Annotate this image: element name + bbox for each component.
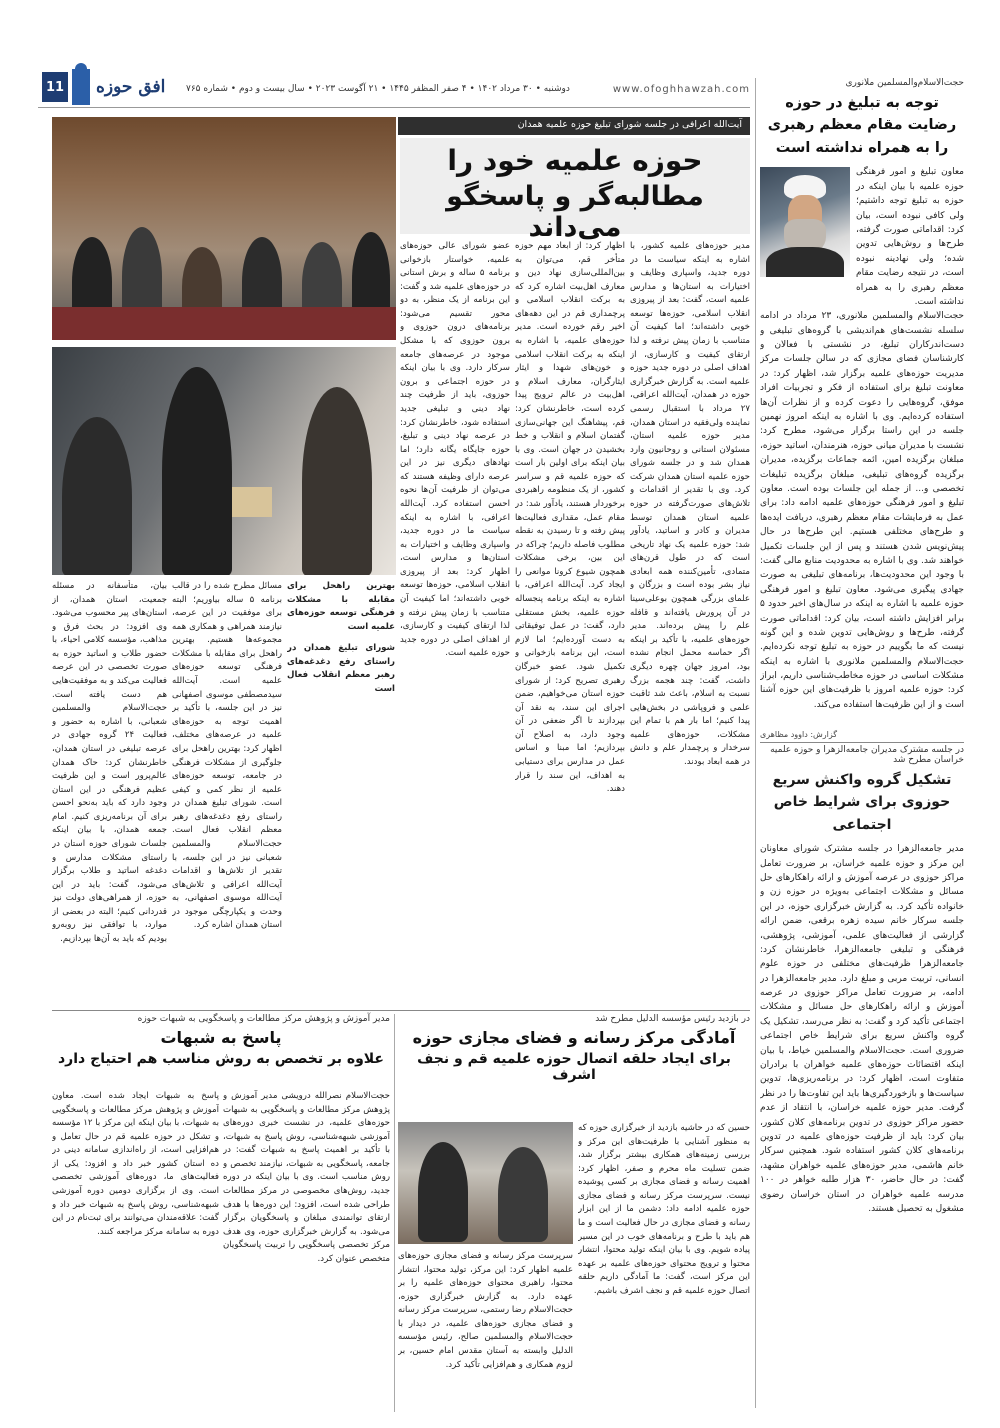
divider-right — [760, 742, 964, 743]
masthead-logo[interactable] — [38, 68, 178, 106]
meeting-hall-photo — [52, 117, 396, 340]
subhead-2: شورای تبلیغ همدان در راستای رفع دغدغه‌های رهبر معظم انقلاب فعال است — [287, 643, 395, 695]
person-figure — [418, 1142, 468, 1242]
portrait-photo — [760, 167, 850, 277]
subhead-1: بهترین راهحل برای مقابله با مشکلات فرهنگی توسعه حوزه‌های علمیه است — [287, 581, 395, 632]
visit-photo — [398, 1122, 573, 1244]
right-story-2-kicker: در جلسه مشترک مدیران جامعه‌الزهرا و حوزه علمیه خراسان مطرح شد — [770, 745, 964, 765]
right-story — [760, 78, 964, 728]
person-figure — [498, 1147, 548, 1242]
person-figure — [162, 367, 232, 575]
main-story-col4: بیان، متأسفانه در مسئله جمعیت، استان همدان، از استان‌های پیر محسوب می‌شود. وی افزود: در بحث فرق و مذاهب، مؤسسه کلامی احیاء، با حضور طلاب و اساتید حوزه به صورت تخصصی در این عرصه فعالیت می‌کند و به موفقیت‌هایی هم دست یافته است. حجت‌الاسلام والمسلمین شعبانی، با اشاره به حضور و فعالیت ۲۴ گروه جهادی در عرصه تبلیغی در استان همدان، خاطرنشان کرد: حاک همدان عالم‌پرور است و این ظرفیت عظیم فرهنگی در این استان وجود دارد که باید به‌نحو احسن برای آن برنامه‌ریزی کنیم. امام جمعه همدان، با بیان اینکه جلسات شورای حوزه استان در راستای مشکلات مدارس و دغدغه اساتید و طلاب برگزار می‌شود، گفت: باید در این حوزه، از همراهی‌های دولت نیز قدردانی کنیم؛ البته در بعضی از موارد، با توافقی نیز روبه‌رو بودیم که باید به آن‌ها بپردازیم. — [52, 581, 167, 945]
bottom-center-headline-2: برای ایجاد حلقه اتصال حوزه علمیه قم و نجف اشرف — [417, 1051, 731, 1083]
column-divider — [755, 78, 756, 1408]
right-story-2 — [760, 745, 964, 1395]
right-story-lead: معاون تبلیغ و امور فرهنگی حوزه علمیه با بیان اینکه در حوزه به تبلیغ توجه داشتیم؛ ولی کافی نبوده است، بیان کرد: اقداماتی صورت گرفته، طرح‌ها و روش‌هایی تدوین شده؛ ولی نهادینه نبوده است، در نتیجه رضایت مقام معظم رهبری را به همراه نداشته است. — [856, 167, 964, 307]
bottom-left-headline-2: علاوه بر تخصص به روش مناسب هم احتیاج دارد — [58, 1051, 384, 1067]
main-story-banner: آیت‌الله اعرافی در جلسه شورای تبلیغ حوزه علمیه همدان — [398, 117, 750, 135]
main-story-col3: عضو شورای عالی حوزه‌های علمیه، خواستار بازخوانی برنامه ۵ ساله و برش استانی در حوزه‌های علمیه شد و گفت: این برنامه از یک منظر، به دو محور تقسیم می‌شود: برنامه‌های درون حوزوی و برون حوزوی که با مشکل موجود در عرصه‌های جامعه سرکار دارد. وی با بیان اینکه در حوزه اجتماعی و برون حوزوی، باید از ظرفیت چند نهاد دینی و تبلیغی جدید استفاده شود، خاطرنشان کرد: در عرصه نهاد دینی و تبلیغ، حوزه جایگاه یگانه دارد؛ اما نهادهای دیگری نیز در این عرصه دارای وظیفه هستند که می‌توان از ظرفیت آن‌ها نحوه احسن استفاده کرد. آیت‌الله اعرافی، با اشاره به اینکه سیاست ما در دوره جدید، واسپاری وظایف و اختیارات به استان‌ها و مدارس است، اظهار کرد: بعد از پیروزی انقلاب اسلامی، حوزه‌ها توسعه خوبی داشته‌اند؛ اما کیفیت آن متناسب با زمان پیش نرفته و لذا ارتقای کیفیت و کارسازی، از اهداف اصلی در دوره جدید حوزه علمیه است. — [400, 241, 510, 659]
right-story-credit: گزارش: داوود مظاهری — [760, 730, 838, 739]
page-number: 11 — [42, 72, 68, 102]
right-story-2-headline: تشکیل گروه واکنش سریع حوزوی برای شرایط خاص اجتماعی — [772, 772, 952, 833]
bottom-center-kicker: در بازدید رئیس مؤسسه الدلیل مطرح شد — [595, 1014, 750, 1024]
person-figure — [62, 417, 132, 575]
main-story-subheads — [287, 580, 395, 1000]
award-ceremony-photo — [52, 347, 396, 575]
main-story-col2: اظهار کرد: از ابعاد مهم حوزه متأخر قم، می‌توان به بین‌المللی‌سازی نهاد دین و معارف اهل‌بیت اشاره کرد که به برکت انقلاب اسلامی و پرچمداری قم در این دهه‌های اخیر رقم خورده است. مدیر حوزه‌های علمیه، با اشاره به اینکه به برکت انقلاب اسلامی و خون‌های شهدا و ایثار ایثارگران، معارف اسلام و اهل‌بیت در عالم ترویج پیدا کرده است، خاطرنشان کرد: قم، پیشاهنگ این جهانی‌سازی گفتمان اسلام و انقلاب و خط بخشیدن در جهان است. وی با بیان اینکه برای اولین بار است که حوزه علمیه قم و سراسر کشور، از یک منظومه راهبردی برخوردار هستند، یادآور شد: در مقام عمل، مقداری فعالیت‌ها پیش رفته و تا رسیدن به نقطه مطلوب فاصله داریم؛ چراکه در این بین، برخی مشکلات همچون شیوع کرونا موانعی را ایجاد کرد. آیت‌الله اعرافی، با اشاره به اینکه برنامه پنجساله حوزه علمیه، بخش مستقلی دارد، گفت: در عمل توفیقاتی به دست آورده‌ایم؛ اما لازم است، این برنامه بازخوانی و تکمیل شود. عضو خبرگان رهبری تصریح کرد: از شورای حوزه استان می‌خواهیم، ضمن اجرای این سند، به نقد آن بپردازند تا اگر ضعفی در آن وجود دارد، به اصلاح آن بپردازیم؛ اما مبنا و اساس عمل در مدارس برای دستیابی به اهداف، این سند را قرار دهند. — [515, 241, 625, 795]
divider-bottom — [52, 1010, 750, 1011]
robe-shape — [766, 247, 844, 277]
right-story-kicker: حجت‌الاسلام‌والمسلمین ملانوری — [845, 78, 964, 88]
logo-name: افق حوزه — [96, 77, 166, 97]
bottom-left-col2: پاسخ به شبهات ایجاد شده است. معاون آموزش و پژوهش مرکز مطالعات و پاسخگویی به شبهات، با بیان اینکه این مرکز با ۱۲ مؤسسه و تشکل در حوزه علمیه قم در حال تعامل و هم‌افزایی است، از راه‌اندازی سامانه دینی در ده استان کشور خبر داد و افزود: یکی از فعالیت‌های ما، دوره‌های آموزشی تخصصی است. وی از برگزاری دومین دوره آموزشی شبهه‌شناسی، روش پاسخ به شبهات خبر داد و گفت: علاقه‌مندان می‌توانند برای ثبت‌نام در این دوره به سامانه مرکز مراجعه کنند. — [52, 1091, 219, 1237]
bottom-center-col1: حسین که در حاشیه بازدید از خبرگزاری حوزه که به منظور آشنایی با ظرفیت‌های این مرکز و بررسی زمینه‌های همکاری بیشتر برگزار شد، ضمن تسلیت ماه محرم و صفر، اظهار کرد: اهمیت رسانه و فضای مجازی بر کسی پوشیده نیست. سرپرست مرکز رسانه و فضای مجازی حوزه علمیه ادامه داد: دشمن ما از این ابزار رسانه و فضای مجازی در حال فعالیت است و ما هم باید با طرح و برنامه‌های خوب در این مسیر پیاده شویم. وی با بیان اینکه تولید محتوا، انتشار محتوا و ترویج محتوای حوزه‌های علمیه بر عهده این مرکز است، گفت: ما آمادگی داریم حلقه اتصال حوزه علمیه قم و نجف اشرف باشیم. — [578, 1123, 750, 1296]
main-headline-line1: حوزه علمیه خود را — [447, 144, 703, 177]
website-link[interactable]: www.ofoghhawzah.com — [612, 84, 750, 95]
main-headline-box — [400, 138, 750, 243]
main-story-col5-wrap — [172, 580, 282, 1000]
person-figure — [302, 387, 372, 575]
carpet-shape — [52, 307, 396, 340]
plaque-shape — [232, 487, 272, 517]
bottom-left-story — [52, 1014, 390, 1067]
main-story-col1: مدیر حوزه‌های علمیه کشور، با اشاره به اینکه سیاست ما در دوره جدید، واسپاری وظایف و اختیارات به استان‌ها و مدارس علمیه است، گفت: بعد از پیروزی انقلاب اسلامی، حوزه‌ها توسعه خوبی داشته‌اند؛ اما کیفیت آن متناسب با زمان پیش نرفته و لذا ارتقای کیفیت و کارسازی، از اهداف اصلی در دوره جدید حوزه علمیه است. به گزارش خبرگزاری حوزه در همدان، آیت‌الله اعرافی، ۲۷ مرداد با استقبال رسمی نماینده ولی‌فقیه در استان همدان، مدیر حوزه علمیه استان، مسئولان استانی و روحانیون وارد همدان شد و در جلسه شورای حوزه علمیه استان همدان شرکت کرد. وی با تقدیر از اقدامات و تلاش‌های صورت‌گرفته در حوزه علمیه استان همدان توسط مدیران و کادر و اساتید، یادآور شد: حوزه علمیه یک نهاد تاریخی است که در طول قرن‌های متمادی، تأمین‌کننده همه ابعادی نیاز بشر بوده است و بزرگان و علمای بزرگی همچون بوعلی‌سینا در آن پرورش یافته‌اند و قافله علم را پیش برده‌اند. مدیر حوزه‌های علمیه، با تأکید بر اینکه اگر حماسه محمل انجام نشده بود، امروز جهان چهره دیگری داشت، گفت: چند هجمه بزرگ نسبت به اسلام، باعث شد ثاقبت علمی و فروپاشی در بخش‌هایی پیدا کنیم؛ اما بار هم با تمام این مشکلات، حوزه‌های علمیه سرخدار و پرچمدار علم و دانش در همه ابعاد بودند. — [630, 241, 750, 767]
date-line: دوشنبه • ۳۰ مرداد ۱۴۰۲ • ۴ صفر المظفر ۱۴۴۵ • ۲۱ آگوست ۲۰۲۳ • سال بیست و دوم • شماره ۷۶۵ — [186, 84, 570, 94]
bottom-left-kicker: مدیر آموزش و پژوهش مرکز مطالعات و پاسخگویی به شبهات حوزه — [137, 1014, 390, 1024]
bottom-center-headline-1: آمادگی مرکز رسانه و فضای مجازی حوزه — [412, 1028, 736, 1047]
bottom-center-col2: سرپرست مرکز رسانه و فضای مجازی حوزه‌های علمیه اظهار کرد: این مرکز، تولید محتوا، انتشار محتوا، راهبری محتوای حوزه‌های علمیه را بر عهده دارد. به گزارش خبرگزاری حوزه، حجت‌الاسلام رضا رستمی، سرپرست مرکز رسانه و فضای مجازی حوزه‌های علمیه، در دیدار با حجت‌الاسلام والمسلمین صالح، رئیس مؤسسه الدلیل وابسته به آستان مقدس امام حسین، بر لزوم همکاری و هم‌افزایی تأکید کرد. — [398, 1251, 573, 1370]
right-story-2-body: مدیر جامعه‌الزهرا در جلسه مشترک شورای معاونان این مرکز و حوزه علمیه خراسان، بر ضرورت تعامل مراکز حوزوی در عرصه آموزش و ارائه راهکارهای حل مسائل و مشکلات اجتماعی به‌ویژه در حوزه زن و خانواده تأکید کرد. به گزارش خبرگزاری حوزه، در این جلسه سرکار خانم سیده زهره برقعی، ضمن ارائه گزارشی از فعالیت‌های علمی، آموزشی، پژوهشی، فرهنگی و تبلیغی جامعه‌الزهرا، خاطرنشان کرد: جامعه‌الزهرا ظرفیت‌های مختلفی در حوزه علوم انسانی، تربیت مربی و مبلغ دارد. مدیر جامعه‌الزهرا در ادامه، بر ضرورت تعامل مراکز حوزوی در عرصه آموزش و ارائه راهکارهای حل مسائل و مشکلات اجتماعی تأکید کرد و گفت: به نظر می‌رسد، تشکیل یک گروه واکنش سریع برای شرایط خاص اجتماعی ضروری است. حجت‌الاسلام والمسلمین خیاط، با بیان اینکه اقتضائات حوزه‌های علمیه خواهران با برادران متفاوت است، اظهار کرد: در برنامه‌ریزی‌ها، تدوین سیاست‌ها و بازخوردگیری‌ها باید این تفاوت‌ها را در نظر گرفت. مدیر حوزه علمیه خراسان، با انتقاد از عدم حضور مراکز حوزوی در تدوین برنامه‌های کلان کشور، بیان کرد: باید از ظرفیت حوزه‌های علمیه در تدوین برنامه‌های کلان کشور استفاده شود. همچنین سرکار خانم هاشمی، مدیر حوزه‌های علمیه خواهران مشهد، گفت: در حال حاضر، ۳۰ هزار طلبه خواهر در ۱۰۰ مدرسه علمیه خواهران در استان خراسان رضوی مشغول به تحصیل هستند. — [760, 844, 964, 1214]
right-story-headline: توجه به تبلیغ در حوزه رضایت مقام معظم رهبری را به همراه نداشته است — [767, 95, 957, 156]
main-story-col5: مسائل مطرح شده را در قالب برنامه ۵ ساله بیاوریم؛ البته برای موفقیت در این عرصه، نیازمند همراهی و همکاری همه مجموعه‌ها هستیم. بهترین راهحل برای مقابله با مشکلات فرهنگی توسعه حوزه‌های علمیه است. آیت‌الله سیدمصطفی موسوی اصفهانی نیز در این جلسه، با تأکید بر اهمیت توجه به حوزه‌های علمیه در عرصه‌های مختلف، اظهار کرد: بهترین راهحل برای جلوگیری از مشکلات فرهنگی در جامعه، توسعه حوزه‌های علمیه از نظر کمی و کیفی است. شورای تبلیغ همدان در راستای رفع دغدغه‌های رهبر معظم انقلاب فعال است. حجت‌الاسلام والمسلمین شعبانی نیز در این جلسه، با تقدیر از تلاش‌ها و اقدامات آیت‌الله اعرافی و تلاش‌های آیت‌الله موسوی اصفهانی، به وحدت و یکپارچگی موجود در استان همدان اشاره کرد. — [172, 581, 282, 931]
bottom-center-story — [398, 1014, 750, 1083]
masthead — [38, 78, 750, 108]
right-story-body: حجت‌الاسلام والمسلمین ملانوری، ۲۳ مرداد در ادامه سلسله نشست‌های هم‌اندیشی با گروه‌های تبلیغی و دست‌اندرکاران تبلیغ، در نشستی با فعالان و کارشناسان فضای مجازی که در سالن جلسات مرکز مدیریت حوزه‌های علمیه برگزار شد، اظهار کرد: در معاونت تبلیغ برای استفاده از فکر و تجربیات افراد موفق، گروه‌هایی را دعوت کرده و از نظرات آن‌ها استفاده کرده‌ایم. وی با اشاره به اینکه امروز نهمین جلسه در این راستا برگزار می‌شود، مطرح کرد: نشست با مدیران میانی حوزه، هنرمندان، اساتید حوزه، مبلغان برگزیده امین، ائمه جماعات برگزیده، مدیران برگزیده گروه‌های تبلیغی، مبلغان برگزیده تبلیغات تخصصی و... از جمله این جلسات بوده است. معاون تبلیغ و امور فرهنگی حوزه‌های علمیه ادامه داد: برای عمل به فرمایشات مقام معظم رهبری، دریافت ایده‌ها و طرح‌های مختلفی هستیم. این طرح‌ها در حال پیش‌نویس شدن هستند و پس از این جلسات تکمیل خواهند شد. وی با اشاره به محدودیت منابع مالی گفت: با وجود این محدودیت‌ها، برنامه‌های تبلیغی به صورت جهادی پیگیری می‌شود. معاون تبلیغ و امور فرهنگی حوزه علمیه با اشاره به اینکه در سال‌های اخیر حدود ۵ برابر افزایش داشته است، بیان کرد: اقداماتی صورت گرفته، طرح‌ها و روش‌هایی تدوین شده و این گونه نیست که ما بگوییم در حوزه به تبلیغ توجه نکرده‌ایم. حجت‌الاسلام والمسلمین ملانوری با اشاره به اینکه مشکلات اساسی در حوزه مخاطب‌شناسی داریم، ابراز کرد: حوزه علمیه امروز با ظرفیت‌های این حوزه آشنا است و از این ظرفیت‌ها استفاده می‌کند. — [760, 311, 964, 710]
main-headline-line2: مطالبه‌گر و پاسخگو می‌داند — [446, 181, 704, 243]
bottom-left-col1: حجت‌الاسلام نصرالله درویشی مدیر آموزش و پژوهش مرکز مطالعات و پاسخگویی به شبهات حوزه‌های علمیه، در نشست خبری دوره‌های آموزشی شبهه‌شناسی، روش پاسخ به شبهات، با تأکید بر اهمیت پاسخ به شبهات گفت: در جامعه، پاسخگویی به شبهات، نیازمند تخصص و روش مناسب است. وی با بیان اینکه در دوره جدید، روش‌های مخصوصی در مرکز مطالعات طراحی شده است، افزود: این دوره‌ها با هدف ارتقای توانمندی مبلغان و پاسخگویان برگزار می‌شود. به گزارش خبرگزاری حوزه، وی هدف مرکز تخصصی پاسخگویی را تربیت پاسخگویان متخصص عنوان کرد. — [223, 1091, 390, 1264]
bottom-divider — [394, 1014, 395, 1412]
tower-icon — [72, 69, 90, 105]
bottom-left-headline-1: پاسخ به شبهات — [160, 1028, 282, 1047]
